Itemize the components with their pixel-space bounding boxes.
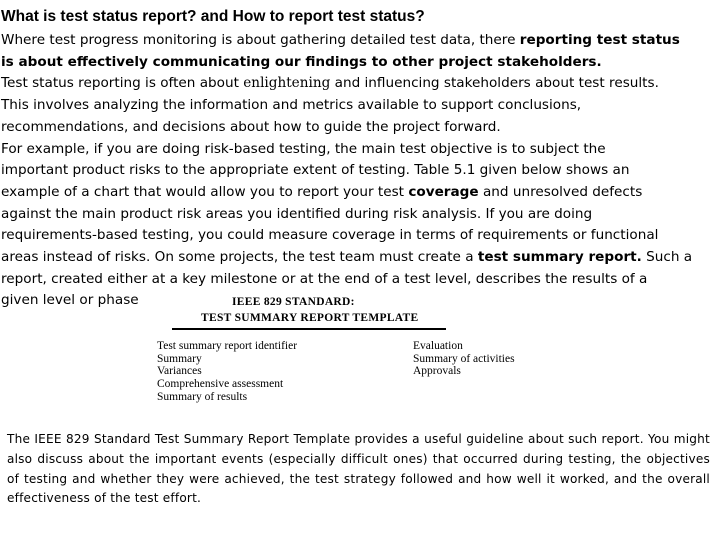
bold-term: coverage	[408, 183, 479, 200]
text-span: Where test progress monitoring is about gathering detailed test data, there	[1, 32, 520, 48]
text-line: For example, if you are doing risk-based testing, the main test objective is to subject the	[1, 140, 606, 157]
figure-divider	[172, 328, 446, 330]
text-line: recommendations, and decisions about how to guide the project forward.	[1, 118, 501, 135]
text-line: important product risks to the appropriate extent of testing. Table 5.1 given below shows an	[1, 162, 630, 179]
bold-term: test summary report.	[477, 249, 642, 266]
figure-subtitle: TEST SUMMARY REPORT TEMPLATE	[201, 312, 419, 324]
list-item: Evaluation	[413, 340, 463, 352]
main-text	[1, 30, 719, 312]
text-line	[1, 247, 719, 269]
text-span: and unresolved defects	[478, 183, 643, 200]
text-line: against the main product risk areas you identified during risk analysis. If you are doing	[1, 205, 593, 222]
footer-paragraph: The IEEE 829 Standard Test Summary Report Template provides a useful guideline about such report. You might also discuss about the important events (especially difficult ones) that occurred during testing, the objectives of testing and whether they were achieved, the test strategy followed and how well it worked, and the overall effectiveness of the test effort.	[7, 432, 710, 506]
list-item: Variances	[157, 365, 202, 378]
list-item: Summary	[157, 352, 202, 365]
text-line: given level or phase	[1, 292, 139, 309]
list-item: Summary of results	[157, 390, 248, 403]
text-line: requirements-based testing, you could measure coverage in terms of requirements or functional	[1, 227, 659, 244]
serif-term: enlightening	[243, 75, 331, 92]
text-line	[1, 73, 719, 95]
text-span: areas instead of risks. On some projects, the test team must create a	[1, 249, 478, 266]
text-line: is about effectively communicating our findings to other project stakeholders.	[1, 53, 602, 70]
list-item: Summary of activities	[413, 352, 515, 365]
text-line: report, created either at a key milestone or at the end of a test level, describes the results of a	[1, 270, 648, 287]
text-line	[1, 182, 719, 204]
list-item: Approvals	[413, 365, 461, 378]
text-span: example of a chart that would allow you to report your test	[1, 183, 409, 200]
figure-title: IEEE 829 STANDARD:	[232, 296, 355, 308]
text-line	[1, 30, 719, 52]
list-item: Test summary report identifier	[157, 340, 298, 352]
text-span: Such a	[641, 249, 693, 266]
text-line: This involves analyzing the information and metrics available to support conclusions,	[1, 97, 582, 114]
list-item: Comprehensive assessment	[157, 378, 284, 391]
figure-right-list	[413, 340, 515, 378]
page-title: What is test status report? and How to report test status?	[1, 8, 425, 25]
text-span: Test status reporting is often about	[1, 75, 244, 92]
bold-term: reporting test status	[519, 32, 680, 48]
figure-left-list	[157, 340, 297, 404]
text-span: and influencing stakeholders about test results.	[330, 75, 659, 92]
